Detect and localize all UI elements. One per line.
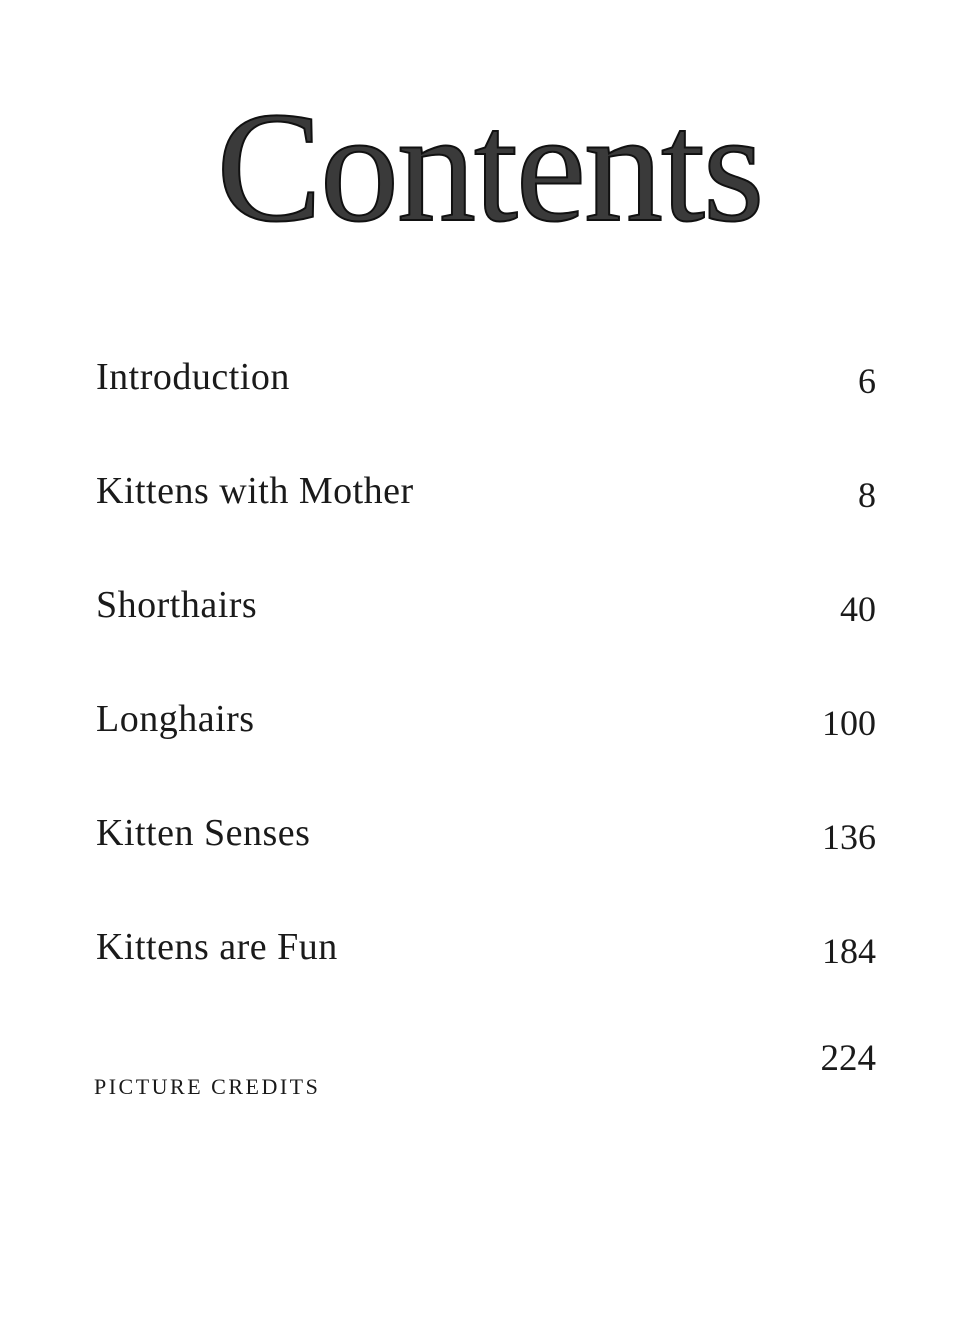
toc-entry-page-number: 8 (858, 475, 876, 515)
toc-entry-kitten-senses[interactable] (94, 806, 876, 920)
page-title: Contents (216, 80, 763, 255)
toc-entry-page-number: 40 (840, 589, 876, 629)
toc-entry-picture-credits[interactable] (94, 1034, 876, 1148)
table-of-contents (94, 350, 876, 1148)
toc-entry-page-number: 6 (858, 361, 876, 401)
toc-entry-page-number: 136 (822, 817, 876, 857)
toc-entry-label: Shorthairs (96, 584, 258, 626)
toc-entry-label: Introduction (96, 356, 290, 398)
toc-entry-label: Kittens are Fun (96, 926, 338, 968)
toc-entry-kittens-with-mother[interactable] (94, 464, 876, 578)
toc-entry-label: PICTURE CREDITS (94, 1074, 321, 1099)
toc-entry-introduction[interactable] (94, 350, 876, 464)
toc-entry-label: Longhairs (96, 698, 255, 740)
toc-entry-label: Kittens with Mother (96, 470, 414, 512)
toc-entry-page-number: 100 (822, 703, 876, 743)
toc-entry-page-number: 224 (820, 1038, 876, 1079)
toc-entry-shorthairs[interactable] (94, 578, 876, 692)
toc-entry-label: Kitten Senses (96, 812, 311, 854)
toc-entry-kittens-are-fun[interactable] (94, 920, 876, 1034)
toc-entry-longhairs[interactable] (94, 692, 876, 806)
toc-entry-page-number: 184 (822, 931, 876, 971)
